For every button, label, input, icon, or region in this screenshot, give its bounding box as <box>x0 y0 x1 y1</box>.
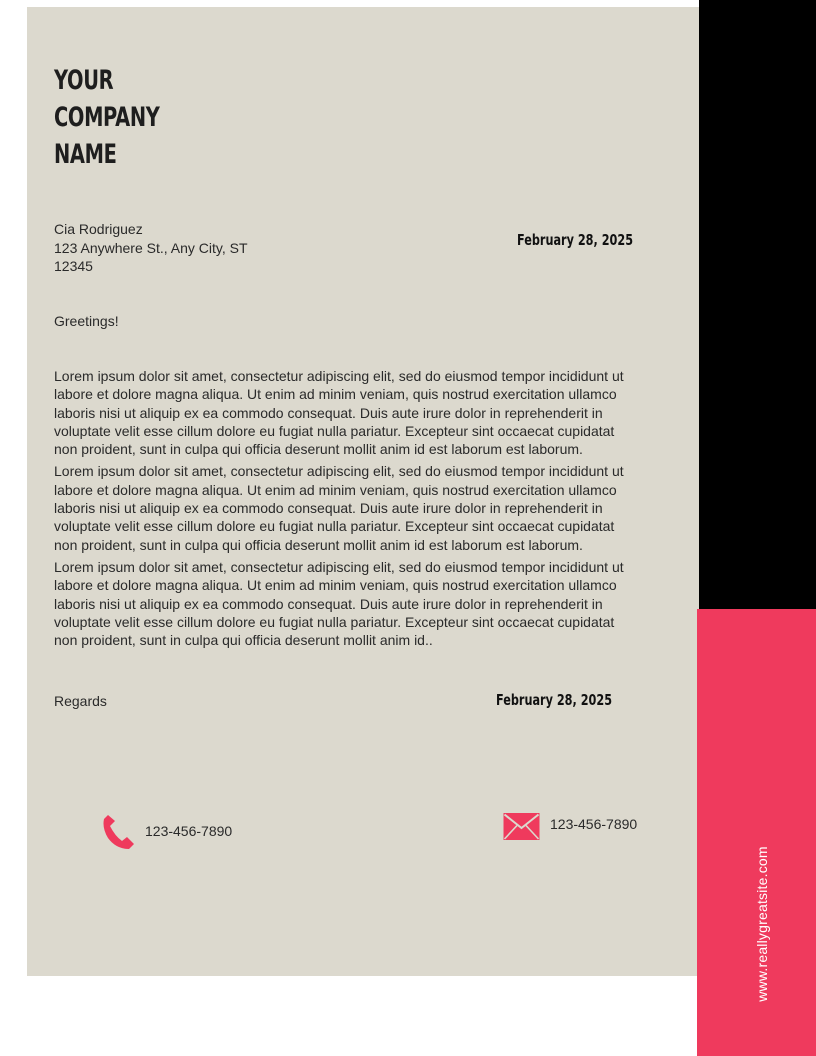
body-paragraph: Lorem ipsum dolor sit amet, consectetur adipiscing elit, sed do eiusmod tempor incididunt ut labore et dolore magna aliqua. Ut enim ad minim veniam, quis nostrud exercitation ullamco laboris nisi ut aliquip ex ea commodo consequat. Duis aute irure dolor in reprehenderit in voluptate velit esse cillum dolore eu fugiat nulla pariatur. Excepteur sint occaecat cupidatat non proident, sunt in culpa qui officia deserunt mollit anim id est laborum est laborum. <box>54 463 624 553</box>
website-text: www.reallygreatsite.com <box>754 846 770 1002</box>
phone-contact <box>102 813 232 851</box>
mail-icon <box>503 812 540 841</box>
letter-date: February 28, 2025 <box>517 231 634 249</box>
email-contact-text: 123-456-7890 <box>550 815 638 832</box>
letter-body <box>54 367 634 653</box>
company-name <box>54 62 159 173</box>
company-name-line: NAME <box>54 139 117 170</box>
phone-number: 123-456-7890 <box>145 823 233 839</box>
greeting: Greetings! <box>54 313 119 329</box>
company-name-line: YOUR <box>54 65 114 96</box>
recipient-name: Cia Rodriguez <box>54 221 143 237</box>
email-contact <box>503 812 637 841</box>
recipient-block <box>54 220 248 276</box>
closing-date: February 28, 2025 <box>496 691 613 709</box>
recipient-address-line: 123 Anywhere St., Any City, ST <box>54 239 248 256</box>
sidebar-dark-band <box>699 0 816 609</box>
company-name-line: COMPANY <box>54 102 160 133</box>
closing: Regards <box>54 693 107 709</box>
body-paragraph: Lorem ipsum dolor sit amet, consectetur adipiscing elit, sed do eiusmod tempor incididunt ut labore et dolore magna aliqua. Ut enim ad minim veniam, quis nostrud exercitation ullamco laboris nisi ut aliquip ex ea commodo consequat. Duis aute irure dolor in reprehenderit in voluptate velit esse cillum dolore eu fugiat nulla pariatur. Excepteur sint occaecat cupidatat non proident, sunt in culpa qui officia deserunt mollit anim id.. <box>54 558 624 649</box>
body-paragraph: Lorem ipsum dolor sit amet, consectetur adipiscing elit, sed do eiusmod tempor incididunt ut labore et dolore magna aliqua. Ut enim ad minim veniam, quis nostrud exercitation ullamco laboris nisi ut aliquip ex ea commodo consequat. Duis aute irure dolor in reprehenderit in voluptate velit esse cillum dolore eu fugiat nulla pariatur. Excepteur sint occaecat cupidatat non proident, sunt in culpa qui officia deserunt mollit anim id est laborum est laborum. <box>54 368 624 458</box>
recipient-address-line: 12345 <box>54 258 93 274</box>
phone-icon <box>102 813 136 851</box>
